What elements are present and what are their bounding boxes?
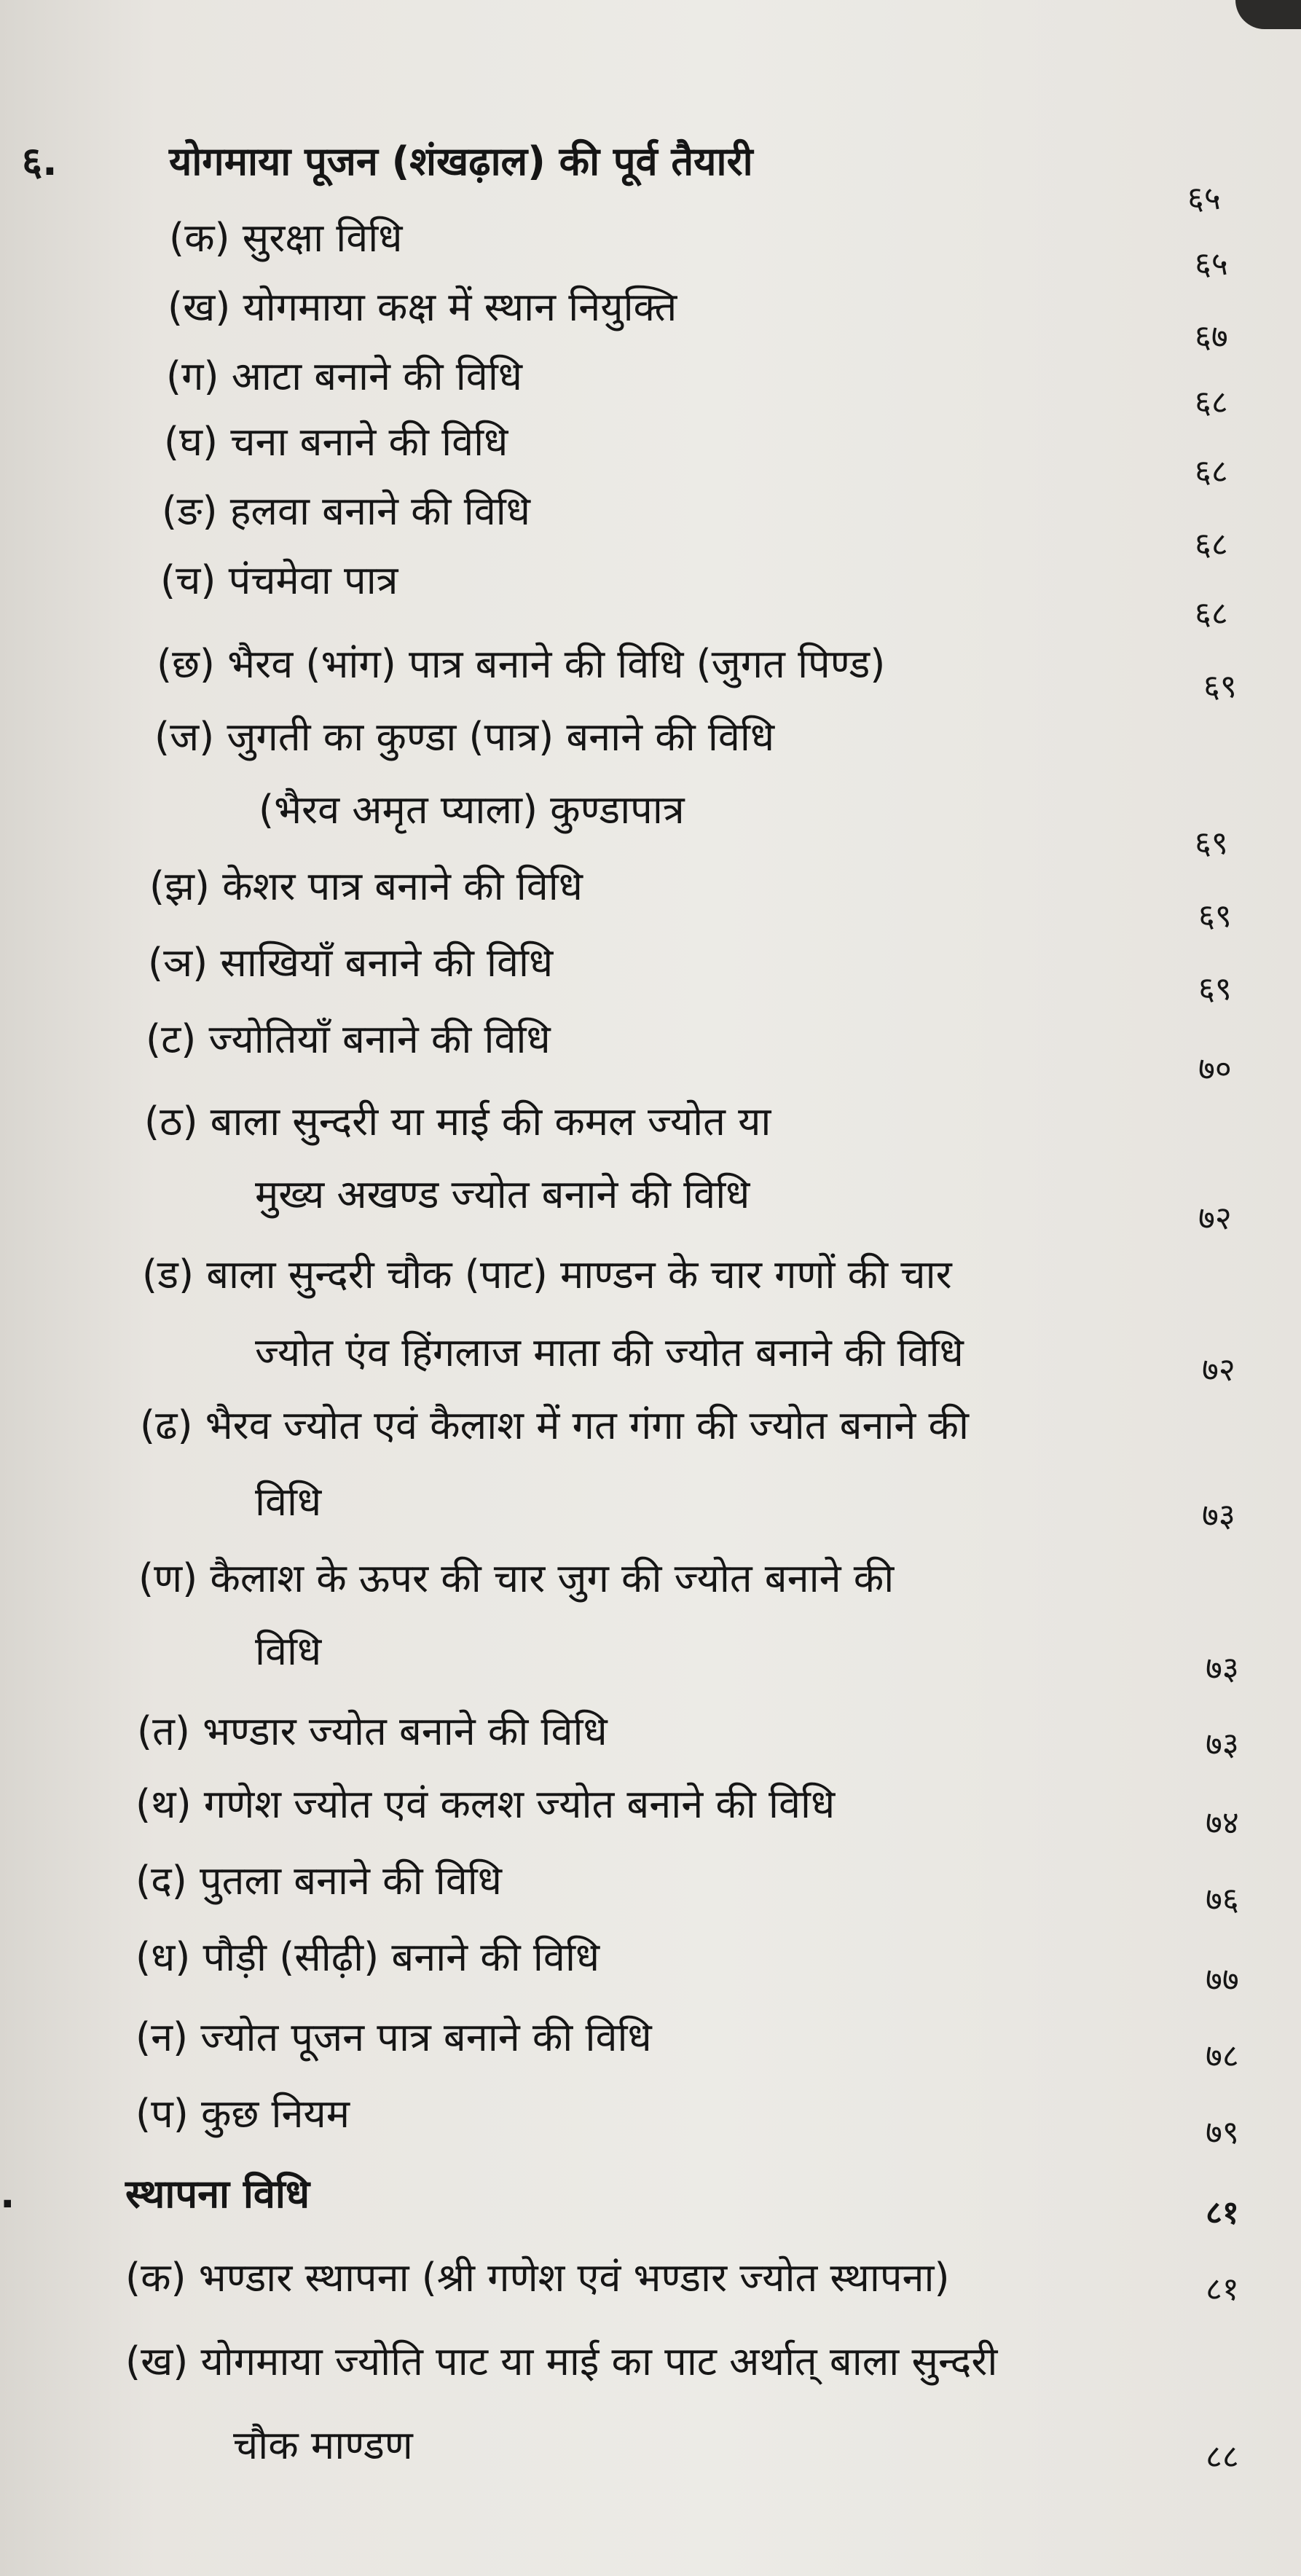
toc-page-number: ६९ — [1203, 668, 1237, 705]
toc-entry: (ख) योगमाया ज्योति पाट या माई का पाट अर्थात् बाला सुन्दरी — [125, 2339, 998, 2384]
toc-entry: (थ) गणेश ज्योत एवं कलश ज्योत बनाने की विधि — [135, 1781, 836, 1827]
toc-entry: (ग) आटा बनाने की विधि — [166, 353, 523, 399]
toc-page-number: ७७ — [1206, 1961, 1239, 1998]
toc-entry-continuation: विधि — [255, 1479, 322, 1525]
toc-page-number: ६८ — [1195, 526, 1228, 563]
section-page-number: ६५ — [1187, 180, 1221, 217]
toc-entry-continuation: मुख्य अखण्ड ज्योत बनाने की विधि — [255, 1171, 750, 1217]
toc-page-number: ८८ — [1206, 2438, 1239, 2475]
toc-page-number: ७३ — [1202, 1497, 1235, 1534]
toc-entry: (क) सुरक्षा विधि — [169, 215, 403, 261]
toc-entry: (ड) बाला सुन्दरी चौक (पाट) माण्डन के चार गणों की चार — [142, 1252, 952, 1297]
toc-page-number: ७३ — [1206, 1650, 1239, 1687]
toc-page-number: ६९ — [1195, 825, 1228, 862]
toc-page-number: ६५ — [1195, 246, 1228, 283]
toc-page-number: ६८ — [1195, 595, 1228, 632]
toc-page-number: ६७ — [1195, 318, 1228, 356]
toc-page-number: ७० — [1198, 1051, 1232, 1088]
toc-entry: (प) कुछ नियम — [135, 2091, 350, 2137]
toc-entry: (घ) चना बनाने की विधि — [164, 419, 508, 465]
section-marker: . — [0, 2171, 15, 2217]
section-page-number: ८१ — [1206, 2194, 1239, 2231]
toc-entry: (ढ) भैरव ज्योत एवं कैलाश में गत गंगा की ज्योत बनाने की — [140, 1402, 969, 1448]
toc-page-number: ६९ — [1198, 898, 1232, 935]
toc-entry: (च) पंचमेवा पात्र — [160, 557, 398, 603]
toc-entry: (ण) कैलाश के ऊपर की चार जुग की ज्योत बनाने की — [138, 1555, 895, 1601]
toc-entry: (न) ज्योत पूजन पात्र बनाने की विधि — [135, 2014, 652, 2060]
toc-page-number: ७९ — [1206, 2114, 1239, 2151]
toc-page-number: ७२ — [1202, 1351, 1235, 1389]
section-number: ६. — [22, 138, 58, 184]
toc-entry: (द) पुतला बनाने की विधि — [135, 1858, 502, 1904]
section-title: स्थापना विधि — [125, 2171, 310, 2217]
toc-page-number: ६८ — [1195, 384, 1228, 421]
toc-page-number: ७८ — [1206, 2038, 1239, 2075]
toc-entry-continuation: विधि — [255, 1628, 322, 1674]
toc-page-number: ७४ — [1206, 1805, 1239, 1842]
toc-entry-continuation: ज्योत एंव हिंगलाज माता की ज्योत बनाने की विधि — [255, 1330, 964, 1375]
toc-entry: (ख) योगमाया कक्ष में स्थान नियुक्ति — [168, 284, 677, 330]
toc-entry: (ञ) साखियाँ बनाने की विधि — [148, 940, 554, 986]
toc-page-number: ६८ — [1195, 453, 1228, 490]
toc-entry: (ध) पौड़ी (सीढ़ी) बनाने की विधि — [135, 1934, 600, 1980]
section-title: योगमाया पूजन (शंखढ़ाल) की पूर्व तैयारी — [169, 138, 753, 184]
toc-entry: (छ) भैरव (भांग) पात्र बनाने की विधि (जुगत पिण्ड) — [157, 641, 886, 687]
toc-entry-continuation: चौक माण्डण — [233, 2422, 413, 2468]
toc-entry: (ट) ज्योतियाँ बनाने की विधि — [146, 1016, 551, 1062]
toc-entry: (ङ) हलवा बनाने की विधि — [162, 488, 530, 534]
page-corner-shadow — [1235, 0, 1301, 29]
toc-page-number: ८१ — [1206, 2271, 1239, 2308]
toc-entry-continuation: (भैरव अमृत प्याला) कुण्डापात्र — [259, 787, 685, 833]
toc-entry: (झ) केशर पात्र बनाने की विधि — [149, 863, 583, 909]
toc-page-number: ६९ — [1198, 970, 1232, 1008]
toc-entry: (त) भण्डार ज्योत बनाने की विधि — [137, 1708, 608, 1754]
toc-page-number: ७२ — [1198, 1200, 1232, 1237]
toc-page-number: ७६ — [1206, 1881, 1239, 1918]
toc-entry: (क) भण्डार स्थापना (श्री गणेश एवं भण्डार ज्योत स्थापना) — [125, 2255, 950, 2301]
toc-page-number: ७३ — [1206, 1726, 1239, 1763]
toc-entry: (ठ) बाला सुन्दरी या माई की कमल ज्योत या — [144, 1099, 771, 1144]
toc-entry: (ज) जुगती का कुण्डा (पात्र) बनाने की विधि — [154, 714, 775, 760]
